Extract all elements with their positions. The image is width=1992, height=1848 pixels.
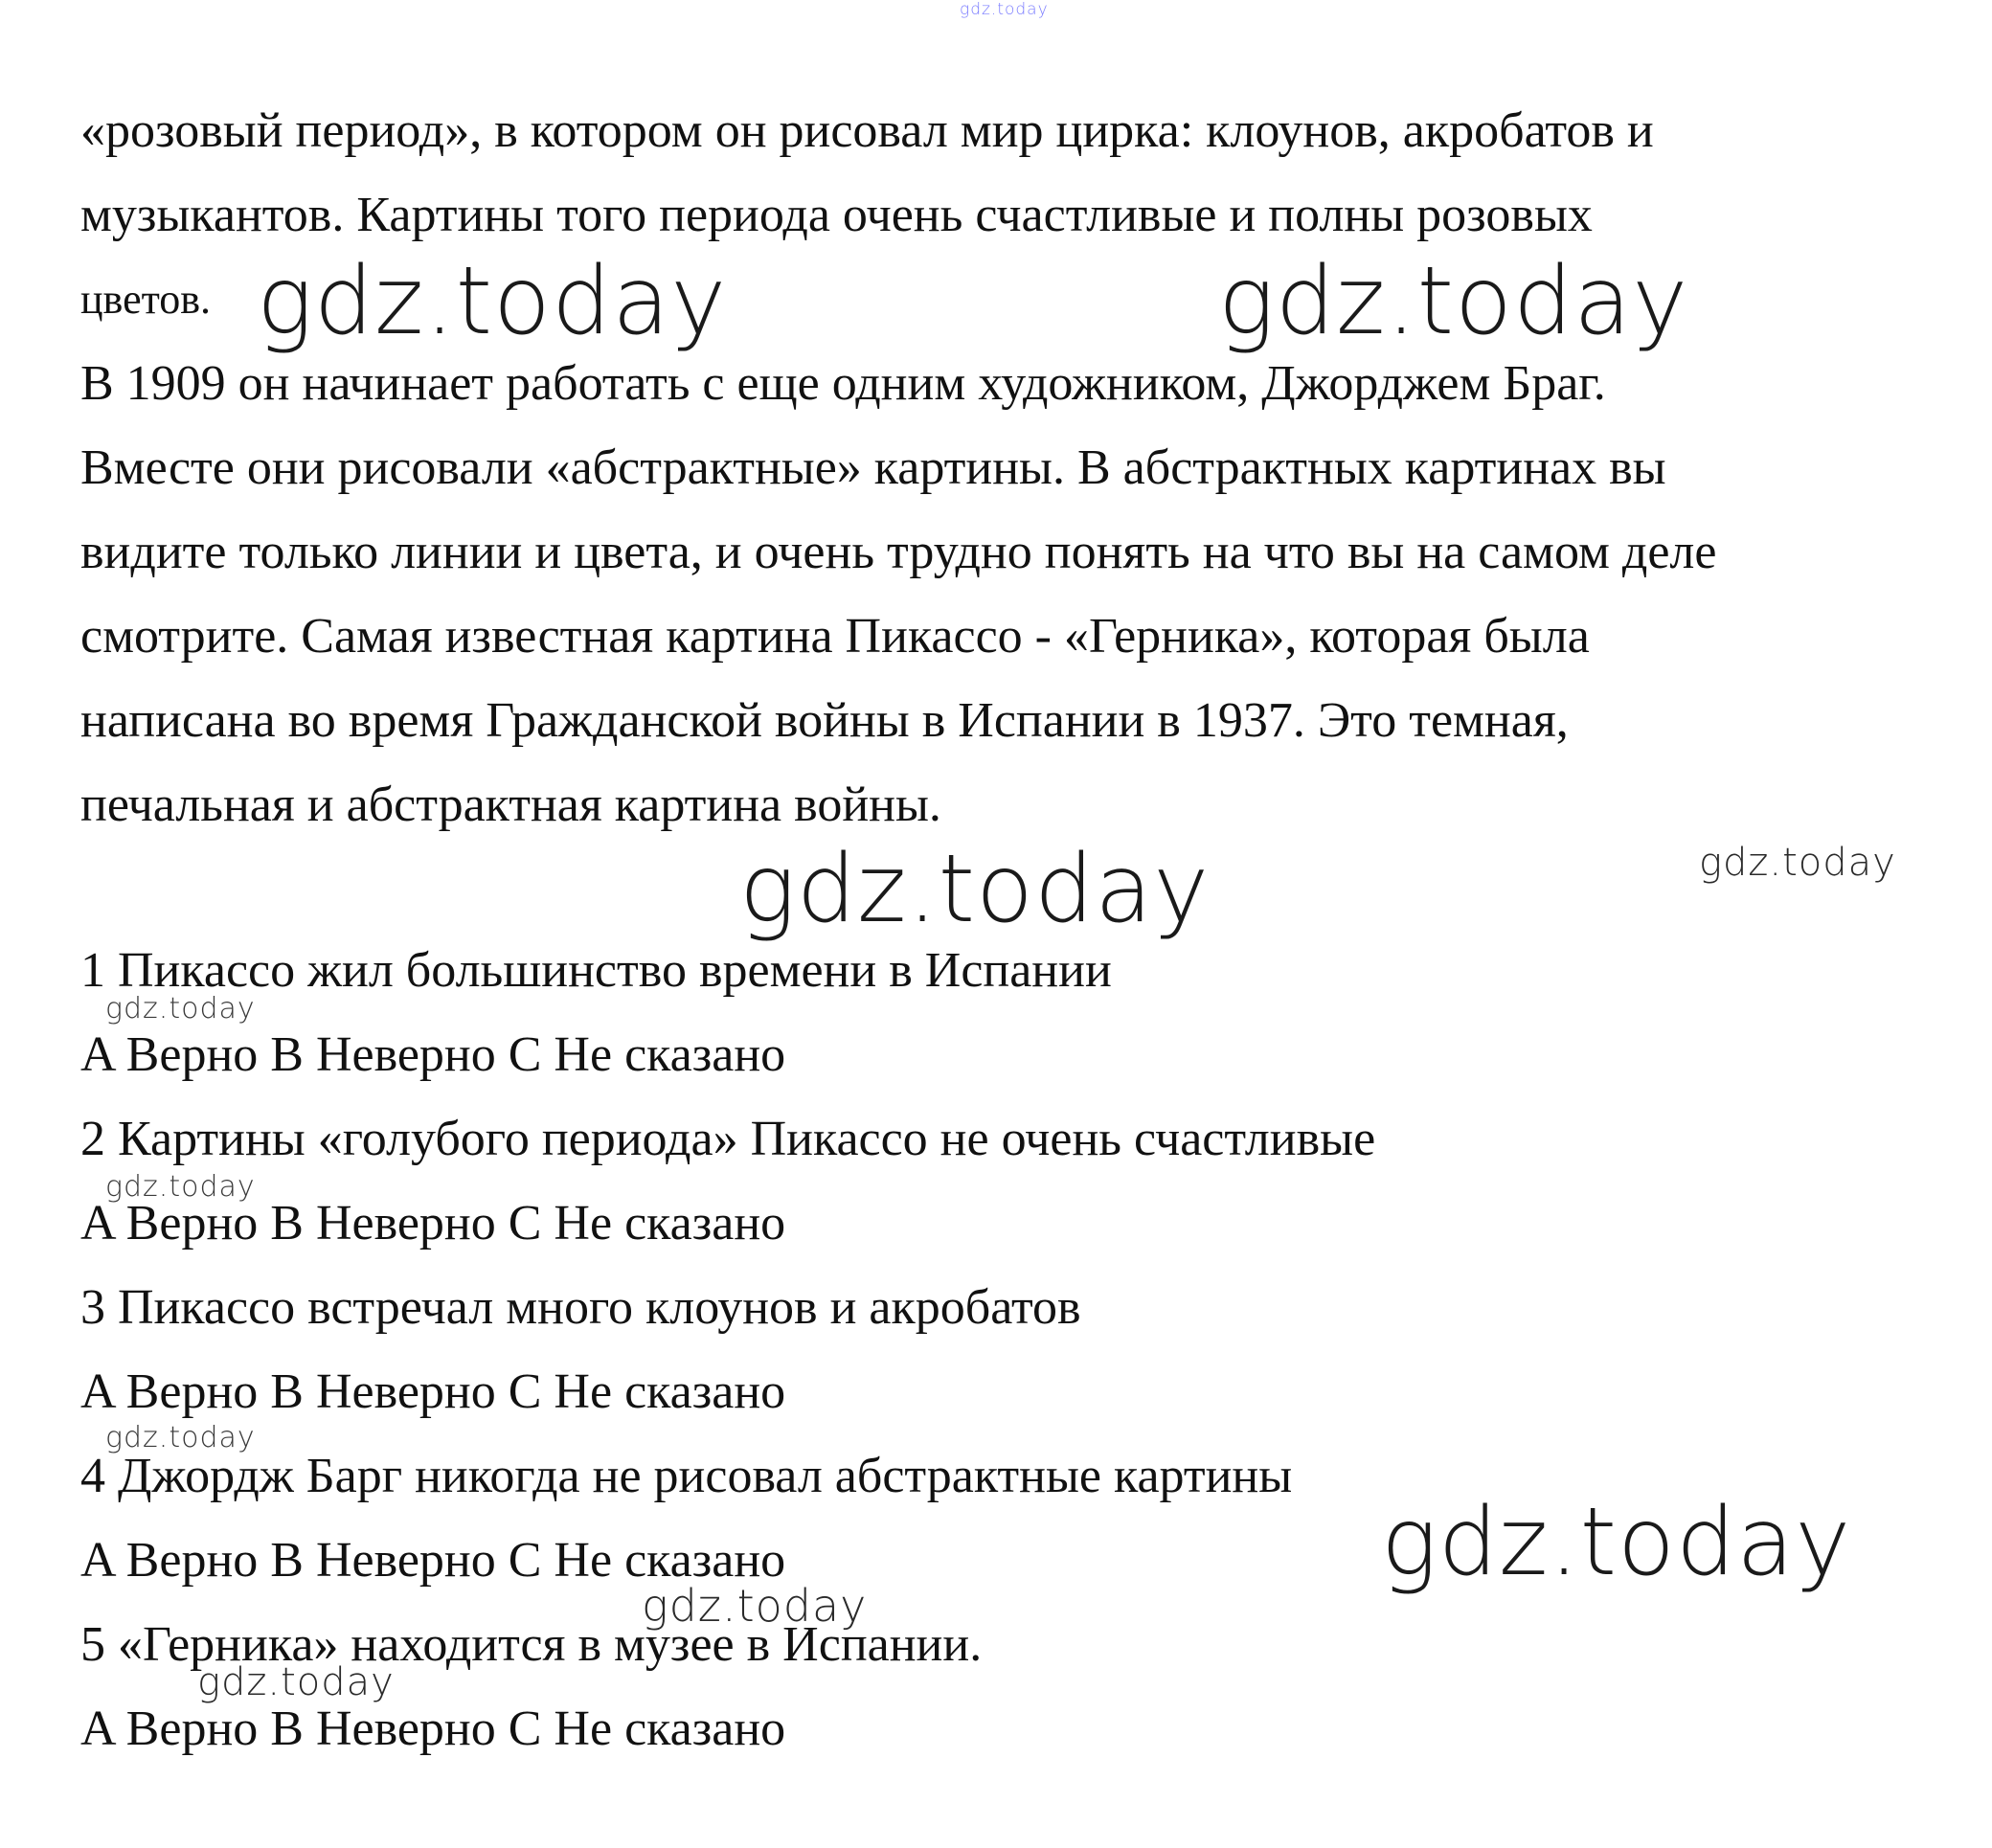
watermark-small: gdz.today: [105, 1421, 256, 1454]
question-text: 1 Пикассо жил большинство времени в Испании: [80, 943, 1112, 998]
watermark-large: gdz.today: [739, 835, 1211, 944]
answer-options: A Верно B Неверно C Не сказано: [80, 1196, 786, 1251]
passage-line: печальная и абстрактная картина войны.: [80, 778, 941, 832]
passage-line: смотрите. Самая известная картина Пикассо - «Герника», которая была: [80, 609, 1590, 664]
watermark-medium: gdz.today: [642, 1580, 868, 1632]
passage-line: В 1909 он начинает работать с еще одним художником, Джорджем Браг.: [80, 356, 1606, 411]
question-text: 5 «Герника» находится в музее в Испании.: [80, 1617, 983, 1672]
answer-options: A Верно B Неверно C Не сказано: [80, 1533, 786, 1588]
watermark-large: gdz.today: [1381, 1488, 1852, 1597]
answer-options: A Верно B Неверно C Не сказано: [80, 1027, 786, 1082]
passage-line: музыкантов. Картины того периода очень счастливые и полны розовых: [80, 188, 1593, 242]
passage-line: написана во время Гражданской войны в Испании в 1937. Это темная,: [80, 693, 1569, 748]
watermark-large: gdz.today: [257, 247, 728, 356]
question-text: 4 Джордж Барг никогда не рисовал абстрактные картины: [80, 1449, 1293, 1503]
watermark-medium: gdz.today: [197, 1660, 395, 1704]
watermark-small: gdz.today: [105, 1170, 256, 1204]
watermark-medium: gdz.today: [1699, 841, 1896, 885]
answer-options: A Верно B Неверно C Не сказано: [80, 1364, 786, 1419]
question-text: 2 Картины «голубого периода» Пикассо не очень счастливые: [80, 1112, 1376, 1166]
watermark-small: gdz.today: [105, 992, 256, 1025]
passage-line: видите только линии и цвета, и очень трудно понять на что вы на самом деле: [80, 525, 1717, 579]
watermark-top: gdz.today: [960, 0, 1049, 19]
passage-line: цветов.: [80, 276, 212, 323]
watermark-large: gdz.today: [1218, 247, 1689, 356]
question-text: 3 Пикассо встречал много клоунов и акробатов: [80, 1280, 1081, 1335]
answer-options: A Верно B Неверно C Не сказано: [80, 1702, 786, 1756]
passage-line: Вместе они рисовали «абстрактные» картины. В абстрактных картинах вы: [80, 440, 1666, 495]
passage-line: «розовый период», в котором он рисовал мир цирка: клоунов, акробатов и: [80, 103, 1654, 158]
